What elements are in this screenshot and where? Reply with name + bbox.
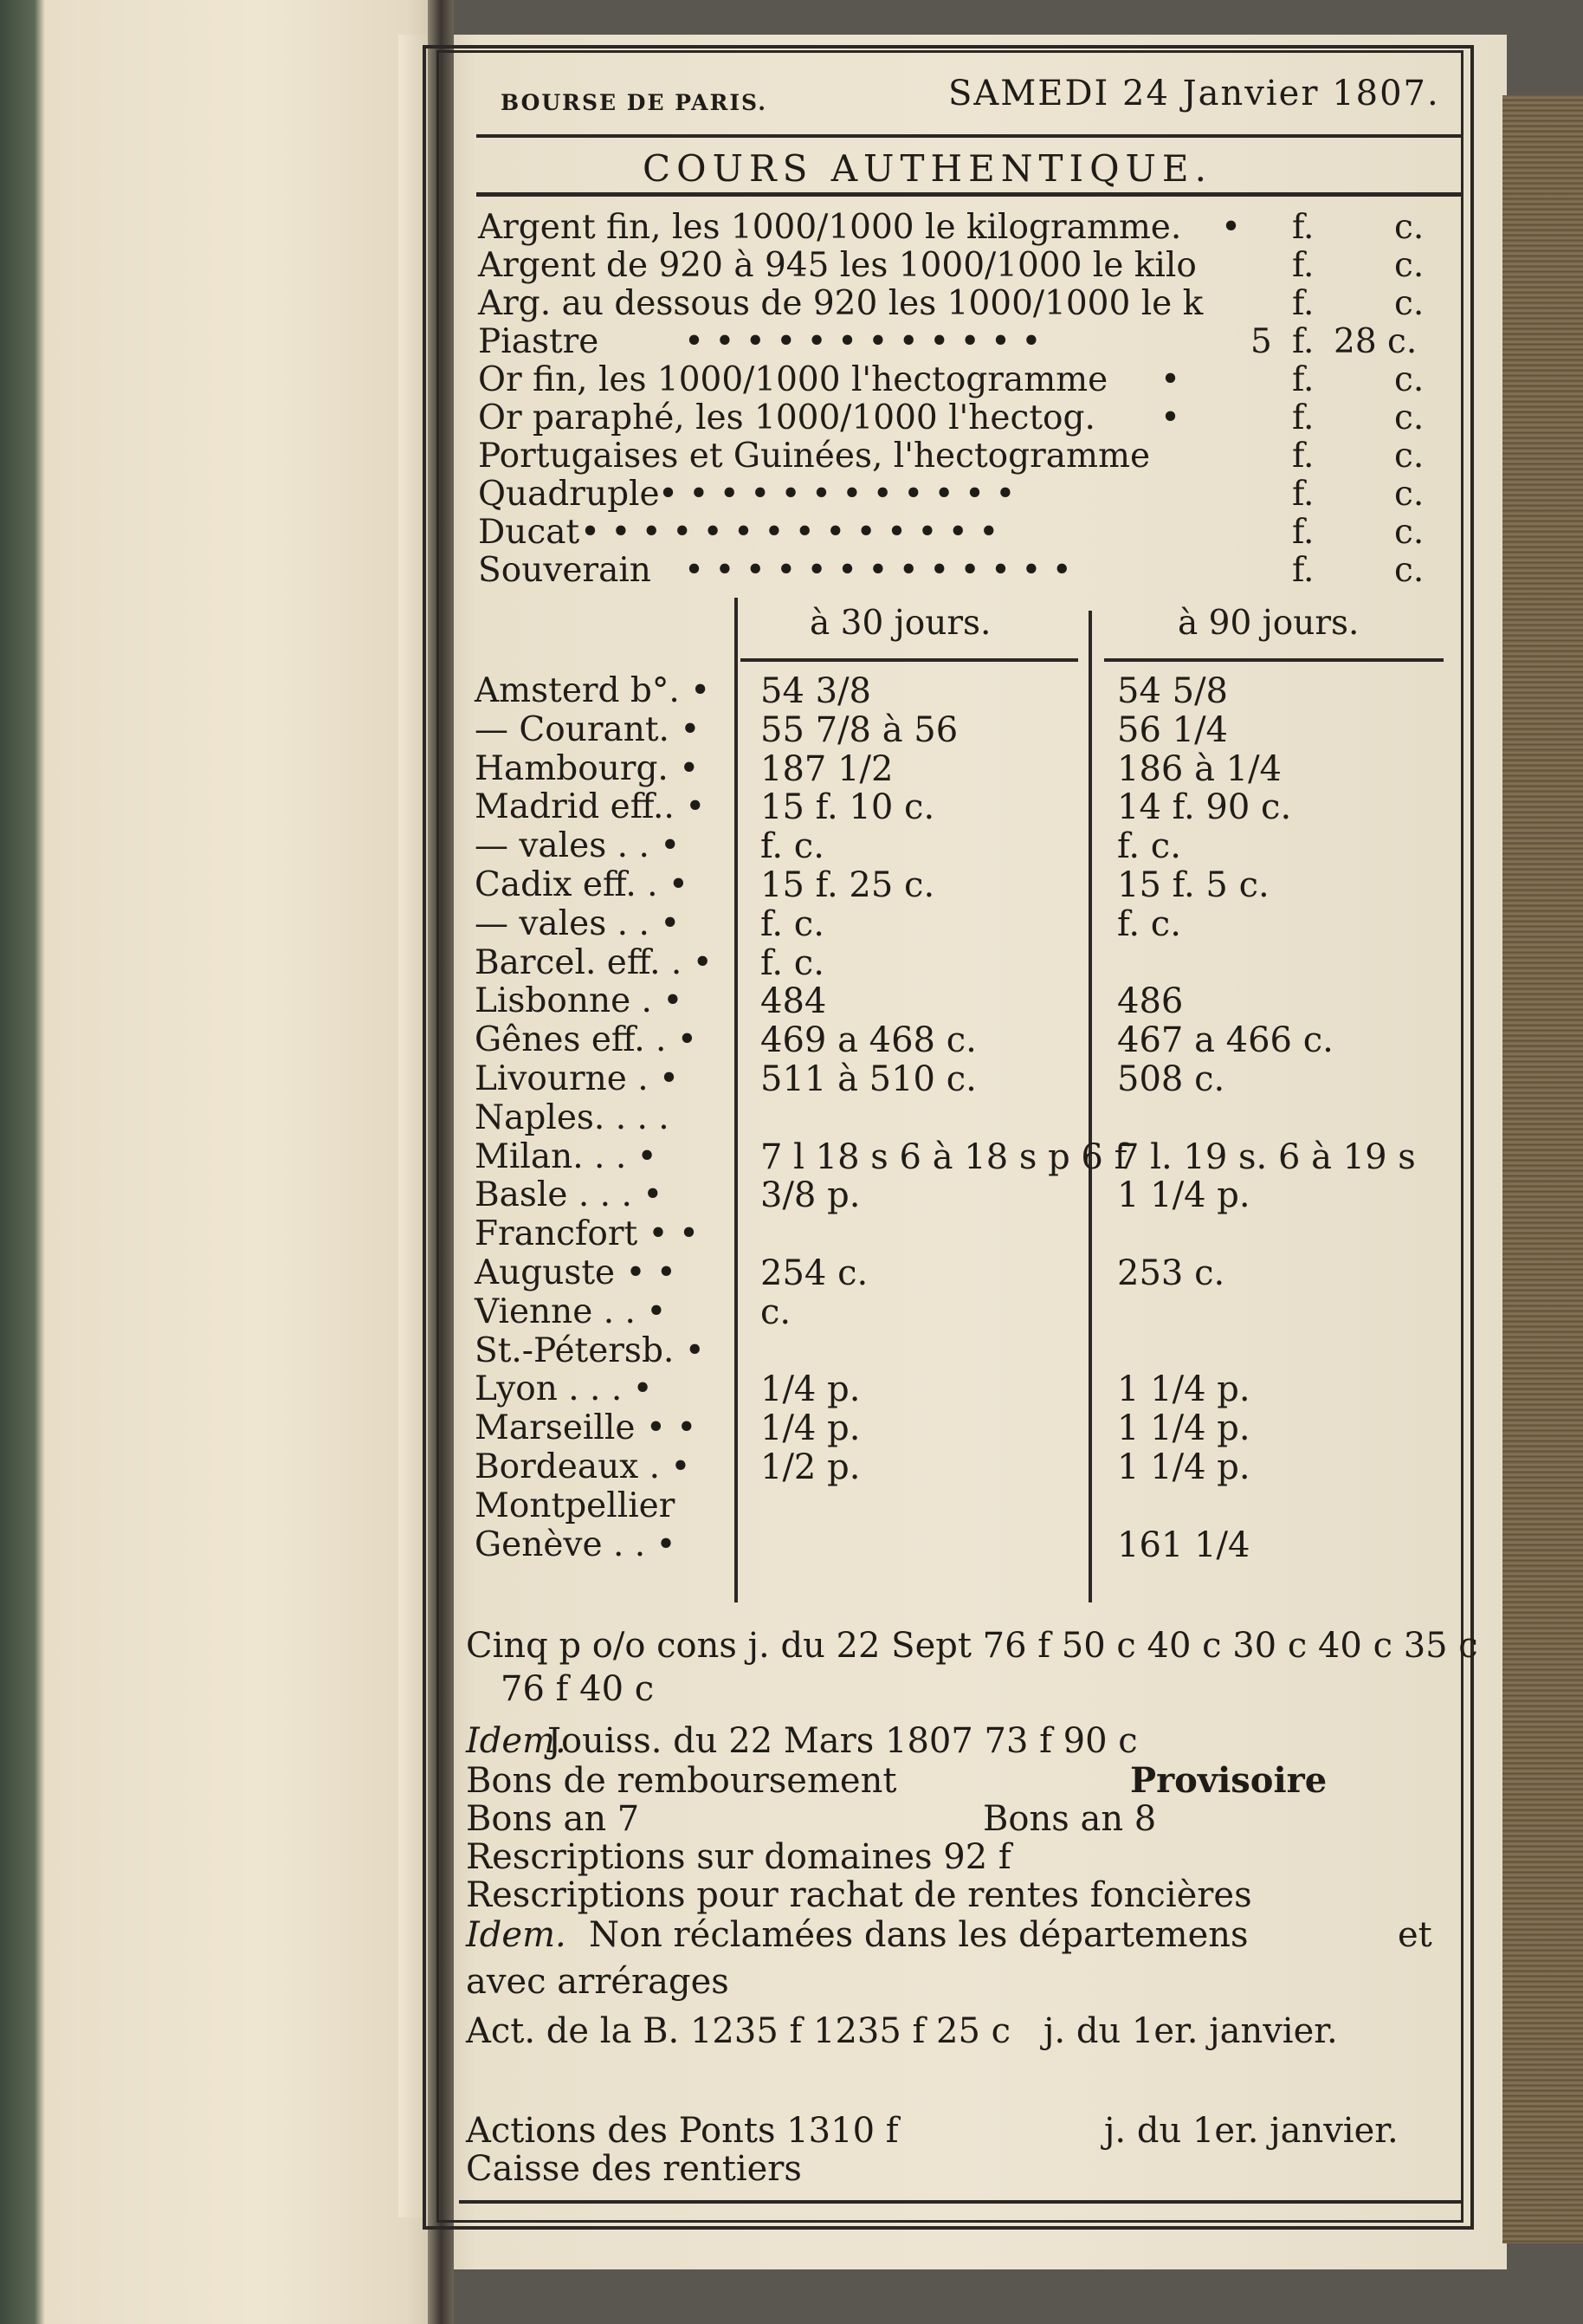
rate-90-days: 56 1/4 xyxy=(1117,710,1228,750)
rescriptions-rachat: Rescriptions pour rachat de rentes foncières xyxy=(466,1875,1252,1915)
bottom-rule xyxy=(459,2200,1463,2204)
rate-30-days: 7 l 18 s 6 à 18 s p 6 f xyxy=(760,1137,1127,1177)
col-divider-right xyxy=(1089,611,1092,1602)
exchange-place: Montpellier xyxy=(475,1486,675,1525)
rate-30-days: f. c. xyxy=(760,826,824,866)
rate-30-days: 3/8 p. xyxy=(760,1175,861,1215)
idem-label-2: Idem. xyxy=(466,1915,566,1955)
rate-30-days: 469 a 468 c. xyxy=(760,1020,977,1060)
rate-30-days: 55 7/8 à 56 xyxy=(760,710,959,750)
exchange-place: Marseille • • xyxy=(475,1408,697,1447)
exchange-place: Lyon . . . • xyxy=(475,1369,653,1408)
rate-90-days: f. c. xyxy=(1117,904,1181,944)
exchange-place: Livourne . • xyxy=(475,1059,680,1098)
bons-remboursement: Bons de remboursement xyxy=(466,1761,897,1801)
exchange-place: Bordeaux . • xyxy=(475,1447,691,1486)
rate-90-days: 508 c. xyxy=(1117,1059,1225,1099)
provisoire: Provisoire xyxy=(1130,1760,1328,1801)
rate-90-days: 54 5/8 xyxy=(1117,671,1228,711)
rate-30-days: 1/2 p. xyxy=(760,1447,861,1487)
rate-30-days: 15 f. 25 c. xyxy=(760,865,935,905)
exchange-place: — vales . . • xyxy=(475,904,681,943)
col-30-header: à 30 jours. xyxy=(810,604,992,643)
idem-label: Idem. xyxy=(466,1721,566,1761)
exchange-place: — Courant. • xyxy=(475,710,701,749)
non-reclamees: Non réclamées dans les départemens xyxy=(589,1915,1249,1955)
rate-30-days: 511 à 510 c. xyxy=(760,1059,977,1099)
col-90-header: à 90 jours. xyxy=(1178,604,1360,643)
rate-90-days: 15 f. 5 c. xyxy=(1117,865,1270,905)
header-date: SAMEDI 24 Janvier 1807. xyxy=(948,74,1440,113)
cinq-line: Cinq p o/o cons j. du 22 Sept 76 f 50 c 40 c 30 c 40 c 35 c xyxy=(466,1626,1478,1666)
exchange-place: Cadix eff. . • xyxy=(475,865,688,904)
rate-30-days: f. c. xyxy=(760,904,824,944)
exchange-place: Auguste • • xyxy=(475,1253,676,1292)
exchange-place: Naples. . . . xyxy=(475,1098,669,1137)
caisse-rentiers: Caisse des rentiers xyxy=(466,2149,802,2189)
rule xyxy=(476,134,1463,138)
col-90-rule xyxy=(1104,658,1444,662)
exchange-place: Francfort • • xyxy=(475,1214,699,1253)
rate-90-days: 467 a 466 c. xyxy=(1117,1020,1334,1060)
page-title: COURS AUTHENTIQUE. xyxy=(643,147,1212,190)
idem-jouiss: Jouiss. du 22 Mars 1807 73 f 90 c xyxy=(547,1721,1138,1761)
left-blank-page xyxy=(0,0,449,2324)
rate-90-days: 1 1/4 p. xyxy=(1117,1408,1250,1448)
exchange-place: Basle . . . • xyxy=(475,1175,663,1214)
exchange-place: Vienne . . • xyxy=(475,1292,667,1331)
col-30-rule xyxy=(740,658,1078,662)
exchange-place: Hambourg. • xyxy=(475,749,700,788)
rate-90-days: 1 1/4 p. xyxy=(1117,1369,1250,1409)
actions-banque-jouiss: j. du 1er. janvier. xyxy=(1043,2011,1338,2051)
exchange-place: St.-Pétersb. • xyxy=(475,1331,705,1370)
rate-90-days: 253 c. xyxy=(1117,1253,1225,1293)
exchange-place: Barcel. eff. . • xyxy=(475,943,713,982)
rate-30-days: 54 3/8 xyxy=(760,671,871,711)
rate-90-days: 486 xyxy=(1117,981,1184,1021)
rate-90-days: f. c. xyxy=(1117,826,1181,866)
rate-30-days: 254 c. xyxy=(760,1253,869,1293)
actions-ponts-jouiss: j. du 1er. janvier. xyxy=(1104,2111,1399,2151)
exchange-place: Genève . . • xyxy=(475,1525,676,1564)
bons-an-7: Bons an 7 xyxy=(466,1799,640,1839)
rate-30-days: c. xyxy=(760,1292,792,1332)
actions-banque: Act. de la B. 1235 f 1235 f 25 c xyxy=(466,2011,1011,2051)
rate-30-days: f. c. xyxy=(760,943,824,983)
rate-90-days: 7 l. 19 s. 6 à 19 s xyxy=(1117,1137,1416,1177)
actions-ponts: Actions des Ponts 1310 f xyxy=(466,2111,899,2151)
avec-arrerages: avec arrérages xyxy=(466,1962,729,2002)
book-spread: BOURSE DE PARIS. SAMEDI 24 Janvier 1807. COURS AUTHENTIQUE. Argent fin, les 1000/1000 le kilogramme. • f. c. Argent de 920 à 945 les 1000/1000 le kilo f. c. Arg. au dessous de 920 les 1000/1000 le k f. c. Piastre • • • • • • • • • • • • 5 f. 28 c. Or fin, les 1000/1000 l'hectogramme • f. c. Or paraphé, les 1000/1000 l'hectog. • f. c. Portugaises et Guinées, l'hectogramme f. c. Quadruple • • • • • • • • • • • • f. c. Ducat • • • • • • • • • • • • • • f. c. Souverain • • • • • • • • • • • • • f. c. à 30 jours. à 90 jours. Amsterd b°. • 54 3/8 54 5/8 — Courant. • 55 7/8 à 56 56 1/4 Hambourg. • 187 1/2 186 à 1/4 Madrid eff.. • 15 f. 10 c. 14 f. 90 c. — vales . . • f. c. f. c. Cadix eff. . • 15 f. 25 c. 15 f. 5 c. — vales . . • f. c. f. c. Barcel. eff. . • f. c. Lisbonne . • 484 486 Gênes eff. . • 469 a 468 c. 467 a 466 c. Livourne . • 511 à 510 c. 508 c. Naples. . . . Milan. . . • 7 l 18 s 6 à 18 s p 6 f 7 l. 19 s. 6 à 19 s Basle . . . • 3/8 p. 1 1/4 p. Francfort • • Auguste • • 254 c. 253 c. Vienne . . • c. St.-Pétersb. • Lyon . . . • 1/4 p. 1 1/4 p. Marseille • • 1/4 p. 1 1/4 p. Bordeaux . • 1/2 p. 1 1/4 p. Montpellier Genève . . • 161 1/4 Cinq p o/o cons j. du 22 Sept 76 f 50 c 40 c 30 c 40 c 35 c 76 f 40 c Idem. Jouiss. du 22 Mars 1807 73 f 90 c Bons de remboursement Provisoire Bons an 7 Bons an 8 Rescriptions sur domaines 92 f Rescriptions pour rachat de rentes foncières Idem. Non réclamées dans les départemens et avec arrérages Act. de la B. 1235 f 1235 f 25 c j. du 1er. janvier. Actions des Ponts 1310 f j. du 1er. janvier. Caisse des rentiers xyxy=(0,0,1583,2324)
rate-90-days: 14 f. 90 c. xyxy=(1117,787,1292,827)
exchange-place: Milan. . . • xyxy=(475,1137,657,1176)
exchange-place: Gênes eff. . • xyxy=(475,1020,697,1059)
rate-30-days: 1/4 p. xyxy=(760,1369,861,1409)
exchange-place: — vales . . • xyxy=(475,826,681,865)
rule xyxy=(476,192,1463,197)
rate-90-days: 1 1/4 p. xyxy=(1117,1447,1250,1487)
bons-an-8: Bons an 8 xyxy=(983,1799,1157,1839)
rate-90-days: 186 à 1/4 xyxy=(1117,749,1282,789)
rescriptions-domaines: Rescriptions sur domaines 92 f xyxy=(466,1837,1011,1877)
rate-30-days: 187 1/2 xyxy=(760,749,894,789)
rate-30-days: 484 xyxy=(760,981,827,1021)
exchange-place: Amsterd b°. • xyxy=(475,671,711,710)
exchange-place: Lisbonne . • xyxy=(475,981,683,1020)
cinq-line-2: 76 f 40 c xyxy=(501,1669,655,1709)
rate-30-days: 1/4 p. xyxy=(760,1408,861,1448)
rate-90-days: 161 1/4 xyxy=(1117,1525,1250,1565)
col-divider-left xyxy=(734,598,738,1602)
rate-90-days: 1 1/4 p. xyxy=(1117,1175,1250,1215)
et: et xyxy=(1398,1915,1432,1955)
rate-30-days: 15 f. 10 c. xyxy=(760,787,935,827)
header-left: BOURSE DE PARIS. xyxy=(501,90,767,115)
exchange-place: Madrid eff.. • xyxy=(475,787,706,826)
book-fore-edge xyxy=(1502,95,1583,2243)
